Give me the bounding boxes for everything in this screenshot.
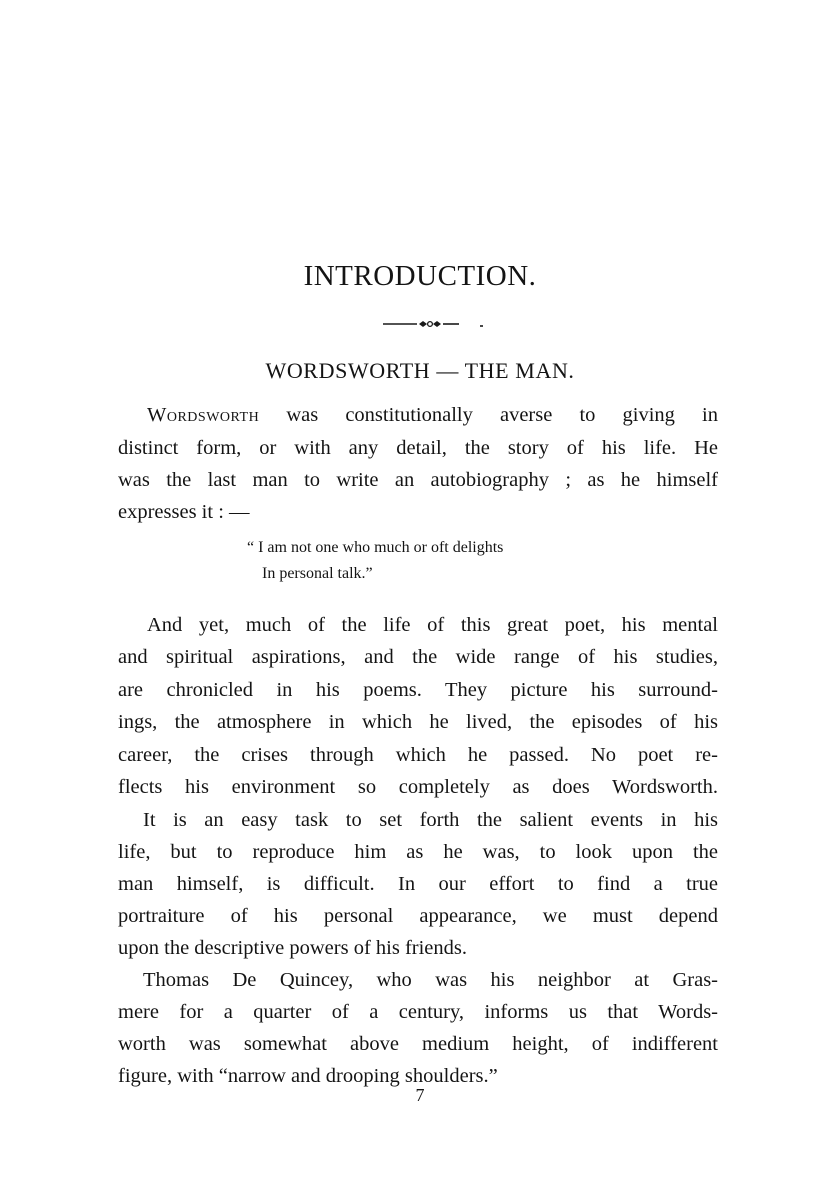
paragraph-3-line-1: It is an easy task to set forth the salient events in his (143, 809, 718, 831)
paragraph-1-line-1: Wordsworth was constitutionally averse to giving in (147, 404, 718, 426)
lead-word: Wordsworth (147, 404, 260, 426)
paragraph-4-line-3: worth was somewhat above medium height, of indifferent (118, 1033, 718, 1055)
paragraph-1-line-3: was the last man to write an autobiography ; as he himself (118, 469, 718, 491)
paragraph-2-line-3: are chronicled in his poems. They picture his surround- (118, 679, 718, 701)
paragraph-3-line-3: man himself, is difficult. In our effort to find a true (118, 873, 718, 895)
paragraph-4-line-2: mere for a quarter of a century, informs us that Words- (118, 1001, 718, 1023)
page-number: 7 (415, 1085, 425, 1105)
paragraph-2-line-2: and spiritual aspirations, and the wide range of his studies, (118, 646, 718, 668)
quote-line-2: In personal talk.” (262, 565, 373, 582)
paragraph-2-line-5: career, the crises through which he passed. No poet re- (118, 744, 718, 766)
quote-line-1: “ I am not one who much or oft delights (247, 539, 504, 556)
section-subtitle: WORDSWORTH — THE MAN. (265, 358, 575, 383)
paragraph-4-line-4: figure, with “narrow and drooping shoulders.” (118, 1065, 498, 1087)
paragraph-3-line-2: life, but to reproduce him as he was, to look upon the (118, 841, 718, 863)
paragraph-2-line-1: And yet, much of the life of this great poet, his mental (147, 614, 718, 636)
paragraph-1-line-2: distinct form, or with any detail, the story of his life. He (118, 437, 718, 459)
page-title: INTRODUCTION. (303, 260, 537, 292)
paragraph-2-line-4: ings, the atmosphere in which he lived, the episodes of his (118, 711, 718, 733)
paragraph-3-line-5: upon the descriptive powers of his friends. (118, 937, 467, 959)
ornament-divider-icon (383, 316, 483, 332)
paragraph-3-line-4: portraiture of his personal appearance, we must depend (118, 905, 718, 927)
paragraph-4-line-1: Thomas De Quincey, who was his neighbor at Gras- (143, 969, 718, 991)
paragraph-1-line-4: expresses it : — (118, 501, 250, 523)
paragraph-2-line-6: flects his environment so completely as does Wordsworth. (118, 776, 718, 798)
